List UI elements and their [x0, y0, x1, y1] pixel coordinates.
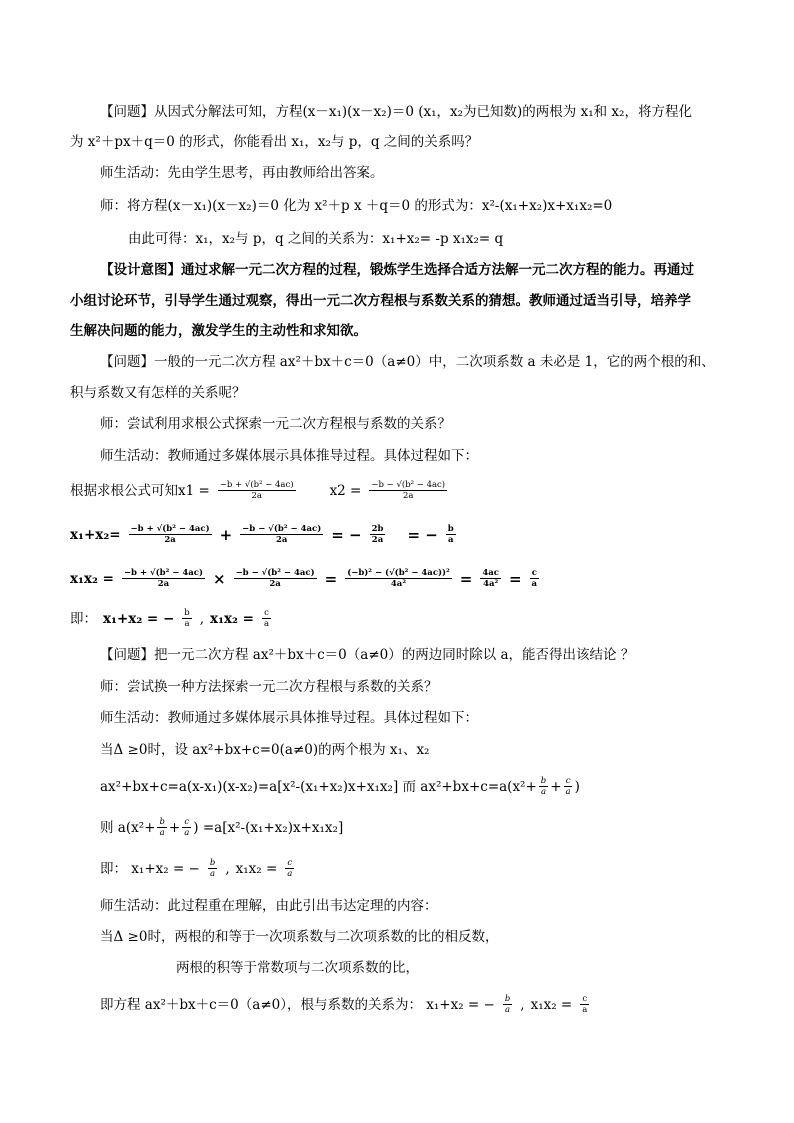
- relation-line: 由此可得：x₁，x₂与 p，q 之间的关系为：x₁+x₂= -p x₁x₂= q: [128, 231, 504, 247]
- equals-minus: = −: [407, 525, 438, 544]
- root-x2-fraction: [369, 480, 447, 501]
- vieta-line-2: 两根的积等于常数项与二次项系数的比，: [176, 960, 419, 976]
- fraction-numerator: −b − √(b² − 4ac): [242, 524, 322, 534]
- product-fraction-3: [345, 568, 452, 589]
- final-product-fraction: [580, 994, 589, 1015]
- activity-3: 师生活动：教师通过多媒体展示具体推导过程。具体过程如下：: [100, 710, 478, 726]
- fraction-numerator: c: [287, 858, 293, 868]
- root-x1-fraction: [218, 480, 296, 501]
- fraction-denominator: a: [287, 869, 293, 879]
- plus-sign: +: [550, 778, 562, 795]
- fraction-denominator: a: [210, 869, 216, 879]
- fraction-numerator: b: [540, 776, 547, 786]
- equals-sign: =: [508, 569, 522, 588]
- factor-form-text: ax²+bx+c=a(x-x₁)(x-x₂)=a[x²-(x₁+x₂)x+x₁x₂] 而 ax²+bx+c=a(x²+: [100, 778, 537, 795]
- close-paren: ): [574, 778, 580, 795]
- design-intent-line-3: 生解决问题的能力，激发学生的主动性和求知欲。: [70, 323, 367, 339]
- factor-c-over-a: [564, 776, 573, 797]
- fraction-denominator: 4a²: [483, 579, 499, 589]
- question-2-line-2: 积与系数又有怎样的关系呢？: [70, 385, 246, 401]
- fraction-denominator: a: [263, 619, 270, 629]
- sum-fraction-1: [129, 524, 212, 545]
- fraction-denominator: 2a: [164, 535, 176, 545]
- fraction-numerator: −b − √(b² − 4ac): [371, 480, 446, 490]
- times-sign: ×: [212, 569, 226, 588]
- fraction-denominator: 2a: [157, 579, 170, 589]
- design-intent-line-2: 小组讨论环节，引导学生通过观察，得出一元二次方程根与系数关系的猜想。教师通过适当引导，培养学: [70, 293, 691, 309]
- fraction-numerator: b: [209, 858, 216, 868]
- activity-4: 师生活动：此过程重在理解，由此引出韦达定理的内容：: [100, 898, 438, 914]
- root-x2-label: x2 =: [329, 482, 362, 499]
- question-1-line-1: 【问题】从因式分解法可知，方程(x－x₁)(x－x₂)＝0 (x₁，x₂为已知数)的两根为 x₁和 x₂，将方程化: [100, 104, 692, 120]
- fraction-denominator: a: [531, 579, 538, 589]
- fraction-denominator: a: [505, 1005, 511, 1015]
- factor-b-over-a: [539, 776, 548, 797]
- delta-condition-line: 当Δ ≥0时，设 ax²+bx+c=0(a≠0)的两个根为 x₁、x₂: [100, 742, 430, 758]
- fraction-numerator: b: [447, 524, 454, 534]
- equals-sign: =: [459, 569, 473, 588]
- fraction-numerator: c: [184, 817, 190, 827]
- fraction-numerator: −b + √(b² − 4ac): [219, 480, 294, 490]
- root-formula-label: 根据求根公式可知x1 =: [70, 482, 210, 499]
- equals-minus: = −: [331, 525, 362, 544]
- result-line-1: [70, 608, 273, 629]
- fraction-numerator: b: [159, 817, 165, 827]
- plus-sign: +: [219, 525, 233, 544]
- fraction-denominator: 2a: [251, 491, 262, 501]
- then-b-over-a: [157, 817, 166, 838]
- sum-derivation-line: [70, 524, 458, 545]
- result-2-product-fraction: [285, 858, 294, 879]
- final-relation-sum: 即方程 ax²＋bx＋c＝0（a≠0），根与系数的关系为： x₁+x₂ = −: [100, 996, 495, 1013]
- sum-fraction-4: [446, 524, 456, 545]
- comma: ,: [225, 860, 230, 877]
- result-sum-2: 即： x₁+x₂ = −: [100, 860, 200, 877]
- comma: ,: [199, 610, 205, 627]
- fraction-numerator: b: [184, 608, 190, 618]
- root-formula-line: [70, 480, 449, 501]
- fraction-numerator: −b + √(b² − 4ac): [130, 524, 210, 534]
- fraction-denominator: 2a: [269, 579, 281, 589]
- question-3: 【问题】把一元二次方程 ax²＋bx＋c＝0（a≠0）的两边同时除以 a，能否得出该结论 ？: [100, 647, 635, 663]
- final-relation-line: [100, 994, 591, 1015]
- fraction-numerator: c: [264, 608, 269, 618]
- teacher-line-1: 师：将方程(x－x₁)(x－x₂)＝0 化为 x²＋p x ＋q＝0 的形式为：x²-(x₁+x₂)x+x₁x₂=0: [100, 198, 613, 214]
- fraction-denominator: a: [184, 619, 190, 629]
- product-fraction-4: [480, 568, 501, 589]
- result-prefix: 即：: [70, 610, 97, 627]
- vieta-line-1: 当Δ ≥0时，两根的和等于一次项系数与二次项系数的比的相反数，: [100, 929, 499, 945]
- fraction-denominator: 2a: [403, 491, 414, 501]
- activity-2: 师生活动：教师通过多媒体展示具体推导过程。具体过程如下：: [100, 448, 478, 464]
- fraction-denominator: 2a: [275, 535, 288, 545]
- result-line-2: [100, 858, 296, 879]
- fraction-numerator: −b + √(b² − 4ac): [123, 568, 203, 578]
- fraction-denominator: a: [184, 828, 190, 838]
- fraction-denominator: a: [540, 787, 547, 797]
- comma: ,: [520, 996, 525, 1013]
- teacher-line-2: 师：尝试利用求根公式探索一元二次方程根与系数的关系？: [100, 416, 451, 432]
- product-fraction-5: [530, 568, 540, 589]
- sum-label: x₁+x₂=: [70, 526, 121, 543]
- then-c-over-a: [182, 817, 191, 838]
- design-intent-line-1: 【设计意图】通过求解一元二次方程的过程，锻炼学生选择合适方法解一元二次方程的能力。再通过: [100, 262, 694, 278]
- sum-fraction-3: [370, 524, 386, 545]
- activity-1: 师生活动：先由学生思考，再由教师给出答案。: [100, 165, 384, 181]
- result-product-fraction: [262, 608, 271, 629]
- result-product-2: x₁x₂ =: [235, 860, 278, 877]
- fraction-numerator: 2b: [371, 524, 384, 534]
- result-product: x₁x₂ =: [210, 610, 254, 627]
- product-fraction-1: [122, 568, 205, 589]
- question-1-line-2: 为 x²＋px＋q＝0 的形式，你能看出 x₁，x₂与 p，q 之间的关系吗？: [70, 134, 479, 150]
- product-fraction-2: [234, 568, 317, 589]
- result-sum: x₁+x₂ = −: [103, 610, 175, 627]
- fraction-denominator: a: [159, 828, 165, 838]
- factor-form-line: [100, 776, 580, 797]
- fraction-denominator: 2a: [371, 535, 384, 545]
- equals-sign: =: [324, 569, 338, 588]
- final-relation-product: x₁x₂ =: [530, 996, 573, 1013]
- fraction-numerator: c: [565, 776, 571, 786]
- fraction-numerator: c: [582, 994, 588, 1004]
- fraction-numerator: (−b)² − (√(b² − 4ac))²: [347, 568, 450, 578]
- then-suffix: ) =a[x²-(x₁+x₂)x+x₁x₂]: [193, 819, 344, 836]
- fraction-denominator: a: [582, 1005, 588, 1015]
- fraction-numerator: c: [531, 568, 537, 578]
- fraction-numerator: −b − √(b² − 4ac): [235, 568, 315, 578]
- then-line: [100, 817, 343, 838]
- fraction-denominator: a: [565, 787, 571, 797]
- fraction-denominator: a: [448, 535, 454, 545]
- then-prefix: 则 a(x²+: [100, 819, 156, 836]
- fraction-numerator: b: [504, 994, 511, 1004]
- final-sum-fraction: [503, 994, 512, 1015]
- product-label: x₁x₂ =: [70, 570, 114, 587]
- fraction-denominator: 4a²: [390, 579, 407, 589]
- result-sum-fraction: [182, 608, 191, 629]
- plus-sign: +: [168, 819, 181, 836]
- question-2-line-1: 【问题】一般的一元二次方程 ax²＋bx＋c＝0（a≠0）中，二次项系数 a 未必是 1，它的两个根的和、: [100, 354, 715, 370]
- teacher-line-3: 师：尝试换一种方法探索一元二次方程根与系数的关系？: [100, 679, 438, 695]
- result-2-sum-fraction: [208, 858, 217, 879]
- fraction-numerator: 4ac: [482, 568, 499, 578]
- product-derivation-line: [70, 568, 541, 589]
- sum-fraction-2: [240, 524, 323, 545]
